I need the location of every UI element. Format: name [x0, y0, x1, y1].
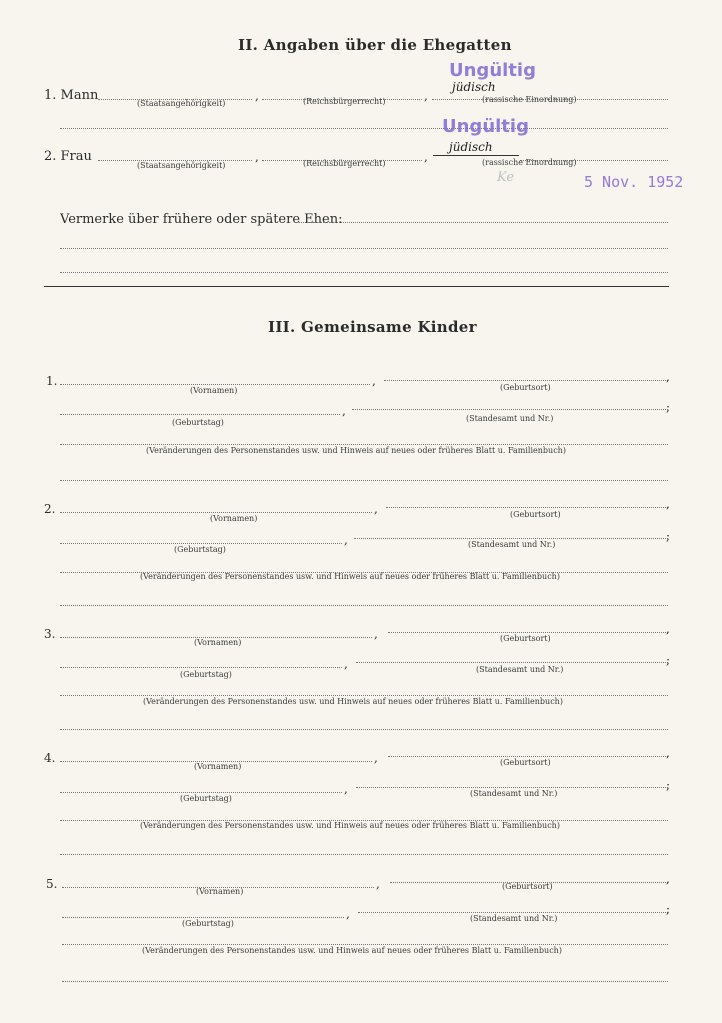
- vornamen-line[interactable]: [60, 384, 370, 385]
- comma: ,: [255, 89, 259, 103]
- extra-line[interactable]: [60, 729, 668, 730]
- standesamt-line[interactable]: [352, 409, 668, 410]
- semicolon: ;: [666, 902, 671, 916]
- child-number: 2.: [44, 502, 56, 516]
- comma: ,: [424, 150, 428, 164]
- child-number: 3.: [44, 627, 56, 641]
- child-number: 1.: [46, 374, 58, 388]
- mann-extra-line[interactable]: [60, 128, 668, 129]
- comma: ,: [666, 622, 670, 636]
- comma: ,: [666, 746, 670, 760]
- caption-rass: (rassische Einordnung): [482, 158, 577, 167]
- caption-reichsb: (Reichsbürgerrecht): [303, 159, 386, 168]
- geburtstag-line[interactable]: [60, 543, 342, 544]
- comma: ,: [424, 89, 428, 103]
- comma: ,: [666, 370, 670, 384]
- handwritten-entry: jüdisch: [449, 140, 493, 154]
- veraenderungen-line[interactable]: [60, 695, 668, 696]
- caption-geburtsort: (Geburtsort): [510, 510, 561, 519]
- comma: ,: [374, 502, 378, 516]
- caption-geburtsort: (Geburtsort): [500, 758, 551, 767]
- caption-vornamen: (Vornamen): [210, 514, 258, 523]
- standesamt-line[interactable]: [358, 912, 668, 913]
- geburtstag-line[interactable]: [62, 917, 344, 918]
- extra-line[interactable]: [60, 854, 668, 855]
- child-number: 4.: [44, 751, 56, 765]
- standesamt-line[interactable]: [356, 787, 668, 788]
- caption-standesamt: (Standesamt und Nr.): [470, 789, 558, 798]
- section-2-title: II. Angaben über die Ehegatten: [238, 36, 512, 54]
- geburtstag-line[interactable]: [60, 414, 340, 415]
- caption-geburtstag: (Geburtstag): [174, 545, 226, 554]
- geburtsort-line[interactable]: [386, 507, 668, 508]
- caption-vornamen: (Vornamen): [190, 386, 238, 395]
- ungueltig-stamp: Ungültig: [449, 60, 536, 81]
- caption-veraenderungen: (Veränderungen des Personenstandes usw. und Hinweis auf neues oder früheres Blatt u. Familienbuch): [146, 446, 566, 455]
- standesamt-line[interactable]: [356, 662, 668, 663]
- extra-line[interactable]: [62, 981, 668, 982]
- caption-rass: (rassische Einordnung): [482, 95, 577, 104]
- section-3-title: III. Gemeinsame Kinder: [268, 318, 477, 336]
- geburtstag-line[interactable]: [60, 792, 342, 793]
- comma: ,: [344, 533, 348, 547]
- caption-geburtstag: (Geburtstag): [182, 919, 234, 928]
- comma: ,: [374, 751, 378, 765]
- semicolon: ;: [666, 653, 671, 667]
- child-number: 5.: [46, 877, 58, 891]
- comma: ,: [342, 404, 346, 418]
- standesamt-line[interactable]: [354, 538, 668, 539]
- vornamen-line[interactable]: [60, 512, 372, 513]
- semicolon: ;: [666, 529, 671, 543]
- caption-veraenderungen: (Veränderungen des Personenstandes usw. und Hinweis auf neues oder früheres Blatt u. Familienbuch): [142, 946, 562, 955]
- caption-geburtstag: (Geburtstag): [180, 794, 232, 803]
- comma: ,: [344, 657, 348, 671]
- caption-reichsb: (Reichsbürgerrecht): [303, 97, 386, 106]
- strike-line: [433, 155, 519, 156]
- extra-line[interactable]: [60, 605, 668, 606]
- caption-staatsang: (Staatsangehörigkeit): [137, 161, 226, 170]
- comma: ,: [344, 782, 348, 796]
- caption-standesamt: (Standesamt und Nr.): [466, 414, 554, 423]
- caption-standesamt: (Standesamt und Nr.): [476, 665, 564, 674]
- comma: ,: [666, 497, 670, 511]
- caption-veraenderungen: (Veränderungen des Personenstandes usw. und Hinweis auf neues oder früheres Blatt u. Familienbuch): [143, 697, 563, 706]
- caption-vornamen: (Vornamen): [194, 762, 242, 771]
- semicolon: ;: [666, 400, 671, 414]
- extra-line[interactable]: [60, 480, 668, 481]
- geburtsort-line[interactable]: [388, 632, 668, 633]
- caption-veraenderungen: (Veränderungen des Personenstandes usw. und Hinweis auf neues oder früheres Blatt u. Familienbuch): [140, 821, 560, 830]
- caption-geburtsort: (Geburtsort): [500, 383, 551, 392]
- faint-mark: Ke: [497, 170, 515, 185]
- caption-vornamen: (Vornamen): [196, 887, 244, 896]
- vermerke-line-2[interactable]: [60, 248, 668, 249]
- comma: ,: [255, 150, 259, 164]
- caption-standesamt: (Standesamt und Nr.): [470, 914, 558, 923]
- semicolon: ;: [666, 778, 671, 792]
- geburtstag-line[interactable]: [60, 667, 342, 668]
- comma: ,: [372, 374, 376, 388]
- geburtsort-line[interactable]: [388, 756, 668, 757]
- caption-geburtstag: (Geburtstag): [172, 418, 224, 427]
- frau-label: 2. Frau: [44, 149, 92, 164]
- handwritten-entry: jüdisch: [452, 80, 496, 94]
- geburtsort-line[interactable]: [384, 380, 668, 381]
- mann-label: 1. Mann: [44, 88, 99, 103]
- ungueltig-stamp: Ungültig: [442, 116, 529, 137]
- vermerke-label: Vermerke über frühere oder spätere Ehen:: [60, 212, 343, 227]
- caption-geburtsort: (Geburtsort): [500, 634, 551, 643]
- comma: ,: [376, 877, 380, 891]
- caption-geburtsort: (Geburtsort): [502, 882, 553, 891]
- date-stamp: 5 Nov. 1952: [584, 173, 684, 191]
- comma: ,: [346, 907, 350, 921]
- vermerke-line-1[interactable]: [296, 222, 668, 223]
- comma: ,: [374, 627, 378, 641]
- caption-standesamt: (Standesamt und Nr.): [468, 540, 556, 549]
- veraenderungen-line[interactable]: [62, 944, 668, 945]
- caption-veraenderungen: (Veränderungen des Personenstandes usw. und Hinweis auf neues oder früheres Blatt u. Familienbuch): [140, 572, 560, 581]
- caption-staatsang: (Staatsangehörigkeit): [137, 99, 226, 108]
- comma: ,: [666, 872, 670, 886]
- veraenderungen-line[interactable]: [60, 444, 668, 445]
- section-divider: [44, 286, 669, 287]
- caption-vornamen: (Vornamen): [194, 638, 242, 647]
- caption-geburtstag: (Geburtstag): [180, 670, 232, 679]
- vermerke-line-3[interactable]: [60, 272, 668, 273]
